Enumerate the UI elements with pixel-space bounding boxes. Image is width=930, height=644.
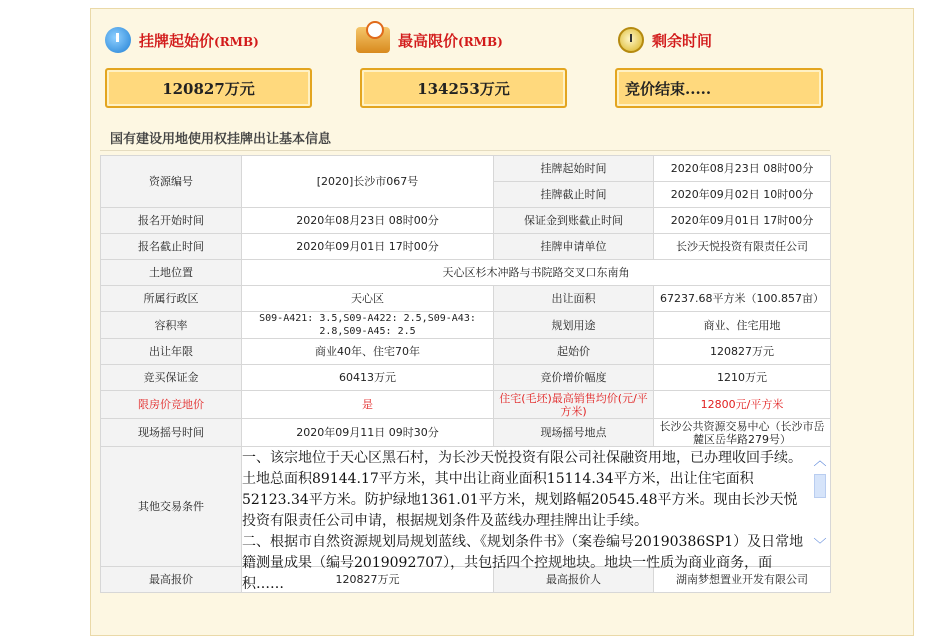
bid-deposit: 60413万元 xyxy=(242,365,494,391)
apply-start: 2020年08月23日 08时00分 xyxy=(242,208,494,234)
district: 天心区 xyxy=(242,286,494,312)
deposit-deadline: 2020年09月01日 17时00分 xyxy=(654,208,831,234)
highest-bidder: 湖南梦想置业开发有限公司 xyxy=(654,567,831,593)
divider xyxy=(100,150,830,151)
district-label: 所属行政区 xyxy=(101,286,242,312)
lottery-time: 2020年09月11日 09时30分 xyxy=(242,419,494,447)
clock-icon xyxy=(105,27,131,53)
list-start: 2020年08月23日 08时00分 xyxy=(654,156,831,182)
term: 商业40年、住宅70年 xyxy=(242,339,494,365)
location-label: 土地位置 xyxy=(101,260,242,286)
remaining-label: 剩余时间 xyxy=(652,31,713,50)
scroll-up-icon[interactable]: ︿ xyxy=(813,453,827,469)
max-sale: 12800元/平方米 xyxy=(654,391,831,419)
price-cap: 是 xyxy=(242,391,494,419)
apply-start-label: 报名开始时间 xyxy=(101,208,242,234)
highest-bidder-label: 最高报价人 xyxy=(494,567,654,593)
lottery-time-label: 现场摇号时间 xyxy=(101,419,242,447)
start-price-unit: (RMB) xyxy=(214,34,259,49)
list-end-label: 挂牌截止时间 xyxy=(494,182,654,208)
start-price-label: 挂牌起始价 xyxy=(139,31,215,50)
lottery-place-label: 现场摇号地点 xyxy=(494,419,654,447)
apply-end-label: 报名截止时间 xyxy=(101,234,242,260)
location: 天心区杉木冲路与书院路交叉口东南角 xyxy=(242,260,831,286)
apply-end: 2020年09月01日 17时00分 xyxy=(242,234,494,260)
deposit-deadline-label: 保证金到账截止时间 xyxy=(494,208,654,234)
scrollbar[interactable] xyxy=(812,454,828,554)
other-conditions-text: 一、该宗地位于天心区黑石村，为长沙天悦投资有限公司社保融资用地，已办理收回手续。土地总面积89144.17平方米，其中出让商业面积15114.34平方米，出让住宅面积52123.34平方米。防护绿地1361.01平方米，规划路幅20545.48平方米。现由长沙天悦投资有限责任公司申请，根据规划条件及蓝线办理挂牌出让手续。 二、根据市自然资源规划局规划蓝线、《规划条件书》（案卷编号20190386SP1）及日常地籍测量成果（编号2019092707），共包括四个控规地块。地块一性质为商业商务，面积…… xyxy=(242,449,804,592)
list-start-label: 挂牌起始时间 xyxy=(494,156,654,182)
max-price-label: 最高限价 xyxy=(398,31,459,50)
usage-label: 规划用途 xyxy=(494,312,654,339)
area-label: 出让面积 xyxy=(494,286,654,312)
bid-start: 120827万元 xyxy=(654,339,831,365)
remaining-value: 竞价结束..... xyxy=(615,68,823,108)
start-price-value: 120827万元 xyxy=(105,68,312,108)
increment: 1210万元 xyxy=(654,365,831,391)
far-label: 容积率 xyxy=(101,312,242,339)
max-sale-label: 住宅(毛坯)最高销售均价(元/平方米) xyxy=(494,391,654,419)
term-label: 出让年限 xyxy=(101,339,242,365)
highest-bid-label: 最高报价 xyxy=(101,567,242,593)
resource-no: [2020]长沙市067号 xyxy=(242,156,494,208)
usage: 商业、住宅用地 xyxy=(654,312,831,339)
money-bag-icon xyxy=(356,27,390,53)
scroll-down-icon[interactable]: ﹀ xyxy=(813,537,827,553)
bid-deposit-label: 竞买保证金 xyxy=(101,365,242,391)
other-label: 其他交易条件 xyxy=(101,447,242,567)
start-price-header xyxy=(105,22,259,58)
section-title: 国有建设用地使用权挂牌出让基本信息 xyxy=(110,132,332,147)
increment-label: 竞价增价幅度 xyxy=(494,365,654,391)
applicant: 长沙天悦投资有限责任公司 xyxy=(654,234,831,260)
max-price-unit: (RMB) xyxy=(458,34,503,49)
price-cap-label: 限房价竞地价 xyxy=(101,391,242,419)
area: 67237.68平方米（100.857亩） xyxy=(654,286,831,312)
scroll-thumb[interactable] xyxy=(814,474,826,498)
bid-start-label: 起始价 xyxy=(494,339,654,365)
list-end: 2020年09月02日 10时00分 xyxy=(654,182,831,208)
max-price-header xyxy=(356,22,503,58)
alarm-clock-icon xyxy=(618,27,644,53)
applicant-label: 挂牌申请单位 xyxy=(494,234,654,260)
resource-no-label: 资源编号 xyxy=(101,156,242,208)
land-info-table xyxy=(100,155,831,593)
highest-bid: 120827万元 xyxy=(242,567,494,593)
lottery-place: 长沙公共资源交易中心（长沙市岳麓区岳华路279号） xyxy=(654,419,831,447)
far: S09-A421: 3.5,S09-A422: 2.5,S09-A43: 2.8,S09-A45: 2.5 xyxy=(242,312,494,339)
remaining-header xyxy=(618,22,712,58)
max-price-value: 134253万元 xyxy=(360,68,567,108)
